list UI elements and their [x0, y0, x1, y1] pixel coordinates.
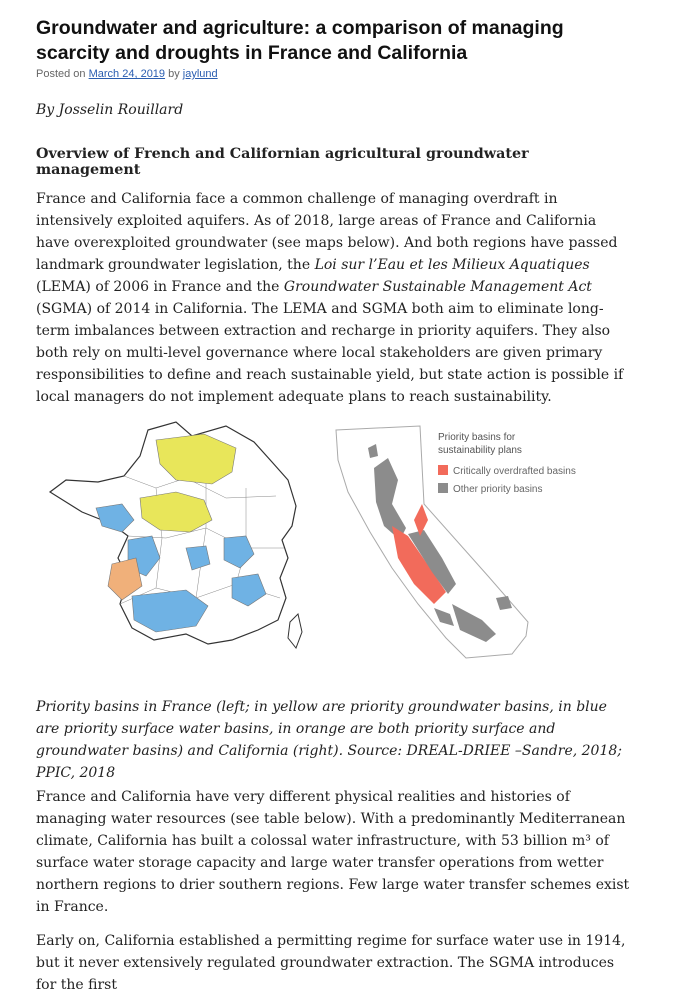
section-heading: Overview of French and Californian agricultural groundwater management	[36, 146, 529, 178]
sgma-title: Groundwater Sustainable Management Act	[283, 279, 592, 295]
byline: By Josselin Rouillard	[36, 102, 184, 118]
california-map	[336, 426, 528, 658]
article-title: Groundwater and agriculture: a comparison of managing scarcity and droughts in France and California	[36, 17, 564, 64]
legend-title-line1: Priority basins for	[438, 432, 516, 443]
california-legend	[438, 432, 576, 495]
france-map	[50, 422, 302, 648]
priority-basins-figure	[36, 408, 634, 678]
legend-swatch-other	[438, 483, 448, 493]
paragraph-2: France and California have very different physical realities and histories of managing water resources (see table below). With a predominantly Mediterranean climate, California has built a colossal water infrastructure, with 53 billion m³ of surface water storage capacity and large water transfer operations from wetter northern regions to drier southern regions. Few large water transfer schemes exist in France.	[36, 789, 630, 915]
legend-label-critical: Critically overdrafted basins	[453, 466, 576, 477]
posted-on-label: Posted on	[36, 68, 86, 80]
figure-caption: Priority basins in France (left; in yellow are priority groundwater basins, in blue are priority surface water basins, in orange are both priority surface and groundwater basins) and California (right). Source: DREAL-DRIEE –Sandre, 2018; PPIC, 2018	[36, 699, 622, 781]
maps-image	[36, 408, 634, 678]
post-date-link[interactable]: March 24, 2019	[88, 68, 166, 80]
by-label: by	[168, 68, 180, 80]
legend-swatch-critical	[438, 465, 448, 475]
post-meta	[36, 68, 636, 80]
paragraph-3: Early on, California established a permitting regime for surface water use in 1914, but it never extensively regulated groundwater extraction. The SGMA introduces for the first	[36, 933, 626, 993]
article	[36, 16, 636, 993]
paragraph-1: France and California face a common challenge of managing overdraft in intensively exploited aquifers. As of 2018, large areas of France and California have overexploited groundwater (see maps below). And both regions have passed landmark groundwater legislation, the Loi sur l’Eau et les Milieux Aquatiques (LEMA) of 2006 in France and the Groundwater Sustainable Management Act (SGMA) of 2014 in California. The LEMA and SGMA both aim to eliminate long-term imbalances between extraction and recharge in priority aquifers. They also both rely on multi-level governance where local stakeholders are given primary responsibilities to define and reach sustainable yield, but state action is possible if local managers do not implement adequate plans to reach sustainability.	[36, 191, 624, 405]
legend-title-line2: sustainability plans	[438, 445, 522, 456]
author-link[interactable]: jaylund	[182, 68, 218, 80]
lema-title: Loi sur l’Eau et les Milieux Aquatiques	[314, 257, 590, 273]
legend-label-other: Other priority basins	[453, 484, 543, 495]
